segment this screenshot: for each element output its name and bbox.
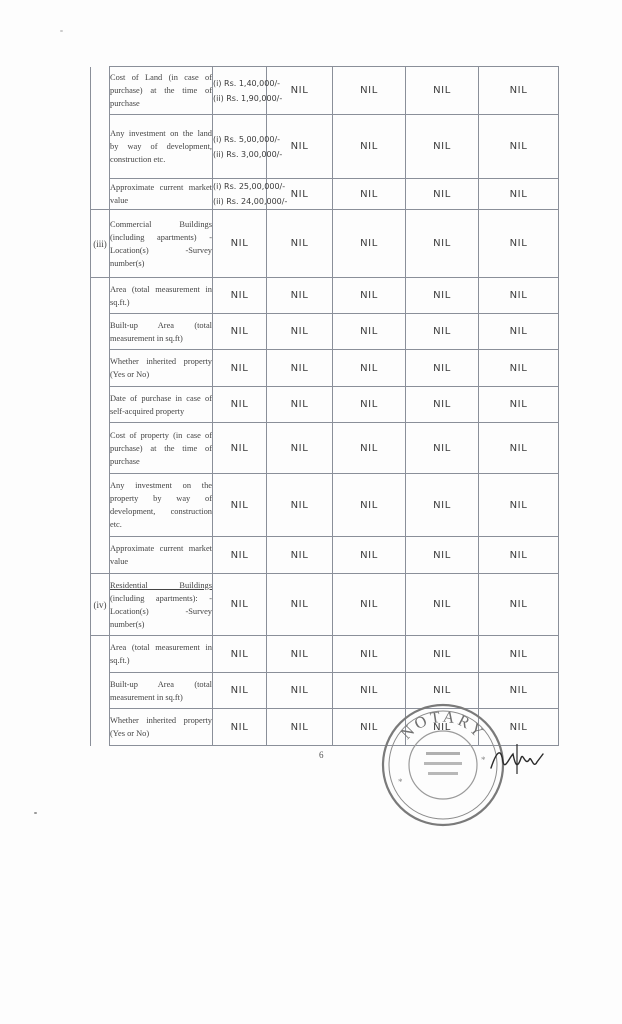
row-label-text: Cost of property (in case of purchase) at the time of purchase	[110, 430, 212, 466]
table-row	[91, 278, 559, 314]
assets-table	[90, 66, 559, 746]
self-value: NIL	[230, 399, 249, 410]
dependent-value-cell: NIL	[479, 574, 559, 636]
self-value-cell	[213, 210, 267, 278]
row-label	[110, 709, 213, 746]
self-value: NIL	[230, 442, 249, 454]
self-value: (i) Rs. 25,00,000/-	[213, 182, 286, 191]
table-row	[91, 636, 559, 673]
dependent-value-cell: NIL	[479, 709, 559, 746]
row-label	[110, 673, 213, 709]
row-label-text: Any investment on the land by way of development, construction etc.	[110, 129, 212, 164]
dependent-value-cell: NIL	[479, 67, 559, 115]
dependent-value-cell: NIL	[333, 350, 406, 387]
dependent-value-cell: NIL	[406, 67, 479, 115]
dependent-value-cell: NIL	[479, 278, 559, 314]
self-value: (ii) Rs. 3,00,000/-	[213, 149, 283, 159]
self-value-cell	[213, 423, 267, 474]
dependent-value-cell: NIL	[406, 210, 479, 278]
dependent-value-cell: NIL	[406, 474, 479, 537]
dependent-value-cell: NIL	[333, 67, 406, 115]
self-value-cell	[213, 574, 267, 636]
row-label	[110, 423, 213, 474]
stamp-text: NOTARY	[398, 708, 488, 743]
row-label	[110, 179, 213, 210]
table-row	[91, 537, 559, 574]
row-label-text: Area (total measurement in sq.ft.)	[110, 284, 212, 307]
row-number	[91, 423, 110, 474]
self-value: NIL	[230, 685, 249, 696]
self-value: (ii) Rs. 24,00,000/-	[213, 197, 288, 206]
row-number	[91, 179, 110, 210]
self-value: NIL	[230, 499, 249, 511]
self-value: NIL	[230, 238, 249, 249]
dependent-value-cell: NIL	[267, 636, 333, 673]
dependent-value-cell: NIL	[267, 387, 333, 423]
row-number	[91, 115, 110, 179]
assets-table-body	[91, 67, 559, 746]
table-row	[91, 574, 559, 636]
table-row	[91, 314, 559, 350]
dependent-value-cell: NIL	[479, 350, 559, 387]
dependent-value-cell: NIL	[406, 673, 479, 709]
row-label	[110, 350, 213, 387]
dependent-value-cell: NIL	[479, 210, 559, 278]
row-number	[91, 350, 110, 387]
dependent-value-cell: NIL	[406, 423, 479, 474]
dependent-value-cell: NIL	[333, 210, 406, 278]
dependent-value-cell: NIL	[406, 179, 479, 210]
table-row	[91, 474, 559, 537]
self-value: NIL	[230, 326, 249, 337]
row-label	[110, 278, 213, 314]
dependent-value-cell: NIL	[333, 709, 406, 746]
table-row	[91, 179, 559, 210]
signature	[487, 740, 547, 780]
dependent-value-cell: NIL	[267, 673, 333, 709]
dependent-value-cell: NIL	[479, 179, 559, 210]
dependent-value-cell: NIL	[267, 314, 333, 350]
row-number	[91, 387, 110, 423]
page-number: 6	[319, 750, 324, 760]
self-value-cell	[213, 387, 267, 423]
svg-text:*: *	[481, 755, 486, 765]
dependent-value-cell: NIL	[479, 673, 559, 709]
dependent-value-cell: NIL	[333, 314, 406, 350]
dependent-value-cell: NIL	[406, 537, 479, 574]
row-label-text: Cost of Land (in case of purchase) at the time of purchase	[110, 73, 212, 108]
dependent-value-cell: NIL	[267, 67, 333, 115]
row-label-heading: Residential Buildings	[110, 580, 212, 590]
dependent-value-cell: NIL	[333, 474, 406, 537]
row-label	[110, 537, 213, 574]
row-number	[91, 474, 110, 537]
dependent-value-cell: NIL	[267, 115, 333, 179]
table-row	[91, 423, 559, 474]
row-label	[110, 574, 213, 636]
self-value-cell	[213, 179, 288, 210]
dependent-value-cell: NIL	[406, 278, 479, 314]
dependent-value-cell: NIL	[479, 474, 559, 537]
self-value: NIL	[230, 599, 249, 610]
dependent-value-cell: NIL	[267, 709, 333, 746]
row-label-text: Any investment on the property by way of development, construction etc.	[110, 481, 212, 529]
dependent-value-cell: NIL	[267, 179, 333, 210]
self-value-cell	[213, 709, 267, 746]
row-label	[110, 115, 213, 179]
self-value-cell	[213, 314, 267, 350]
self-value: NIL	[230, 721, 249, 733]
scan-speck	[60, 30, 63, 32]
self-value-cell	[213, 350, 267, 387]
table-row	[91, 350, 559, 387]
dependent-value-cell: NIL	[406, 709, 479, 746]
row-label	[110, 636, 213, 673]
dependent-value-cell: NIL	[267, 474, 333, 537]
dependent-value-cell: NIL	[333, 179, 406, 210]
row-label-text: Area (total measurement in sq.ft.)	[110, 643, 212, 665]
dependent-value-cell: NIL	[267, 210, 333, 278]
dependent-value-cell: NIL	[267, 537, 333, 574]
self-value: NIL	[230, 648, 249, 660]
dependent-value-cell: NIL	[479, 115, 559, 179]
row-label	[110, 210, 213, 278]
row-number: (iii)	[91, 210, 110, 278]
row-label-text: Date of purchase in case of self-acquired property	[110, 393, 212, 416]
svg-text:*: *	[398, 777, 403, 787]
row-number	[91, 636, 110, 673]
dependent-value-cell: NIL	[479, 537, 559, 574]
dependent-value-cell: NIL	[333, 423, 406, 474]
dependent-value-cell: NIL	[479, 636, 559, 673]
self-value-cell	[213, 67, 283, 115]
row-number	[91, 314, 110, 350]
dependent-value-cell: NIL	[479, 314, 559, 350]
row-label	[110, 474, 213, 537]
row-label-text: Built-up Area (total measurement in sq.ft)	[110, 320, 212, 343]
dependent-value-cell: NIL	[406, 636, 479, 673]
dependent-value-cell: NIL	[333, 673, 406, 709]
dependent-value-cell: NIL	[479, 423, 559, 474]
self-value: NIL	[230, 362, 249, 374]
self-value: (ii) Rs. 1,90,000/-	[213, 93, 283, 103]
row-number	[91, 537, 110, 574]
self-value: (i) Rs. 1,40,000/-	[213, 78, 281, 88]
row-label-text: Approximate current market value	[110, 544, 212, 566]
dependent-value-cell: NIL	[267, 423, 333, 474]
dependent-value-cell: NIL	[333, 387, 406, 423]
dependent-value-cell: NIL	[406, 115, 479, 179]
dependent-value-cell: NIL	[333, 115, 406, 179]
dependent-value-cell: NIL	[267, 574, 333, 636]
self-value: NIL	[230, 549, 249, 561]
table-row	[91, 67, 559, 115]
row-label-text: Whether inherited property (Yes or No)	[110, 357, 212, 379]
dependent-value-cell: NIL	[479, 387, 559, 423]
table-row	[91, 210, 559, 278]
row-number	[91, 278, 110, 314]
dependent-value-cell: NIL	[406, 314, 479, 350]
row-label-text: Approximate current market value	[110, 183, 212, 205]
row-number	[91, 67, 110, 115]
row-label-text: Commercial Buildings (including apartments) -Location(s) -Survey number(s)	[110, 219, 212, 268]
dependent-value-cell: NIL	[333, 278, 406, 314]
self-value-cell	[213, 537, 267, 574]
scan-speck	[34, 812, 37, 814]
row-number	[91, 673, 110, 709]
self-value-cell	[213, 474, 267, 537]
dependent-value-cell: NIL	[333, 574, 406, 636]
dependent-value-cell: NIL	[267, 350, 333, 387]
dependent-value-cell: NIL	[406, 387, 479, 423]
self-value-cell	[213, 115, 283, 179]
dependent-value-cell: NIL	[267, 278, 333, 314]
self-value: NIL	[230, 290, 249, 301]
row-number	[91, 709, 110, 746]
dependent-value-cell: NIL	[333, 537, 406, 574]
self-value: (i) Rs. 5,00,000/-	[213, 134, 281, 144]
row-label	[110, 67, 213, 115]
row-label	[110, 387, 213, 423]
row-label-text: Whether inherited property (Yes or No)	[110, 716, 212, 738]
dependent-value-cell: NIL	[406, 350, 479, 387]
self-value-cell	[213, 636, 267, 673]
row-number: (iv)	[91, 574, 110, 636]
self-value-cell	[213, 278, 267, 314]
dependent-value-cell: NIL	[406, 574, 479, 636]
row-label	[110, 314, 213, 350]
self-value-cell	[213, 673, 267, 709]
dependent-value-cell: NIL	[333, 636, 406, 673]
row-label-text: Built-up Area (total measurement in sq.ft)	[110, 679, 212, 702]
row-label-text: (including apartments): -Location(s) -Survey number(s)	[110, 593, 212, 629]
table-row	[91, 115, 559, 179]
table-row	[91, 387, 559, 423]
